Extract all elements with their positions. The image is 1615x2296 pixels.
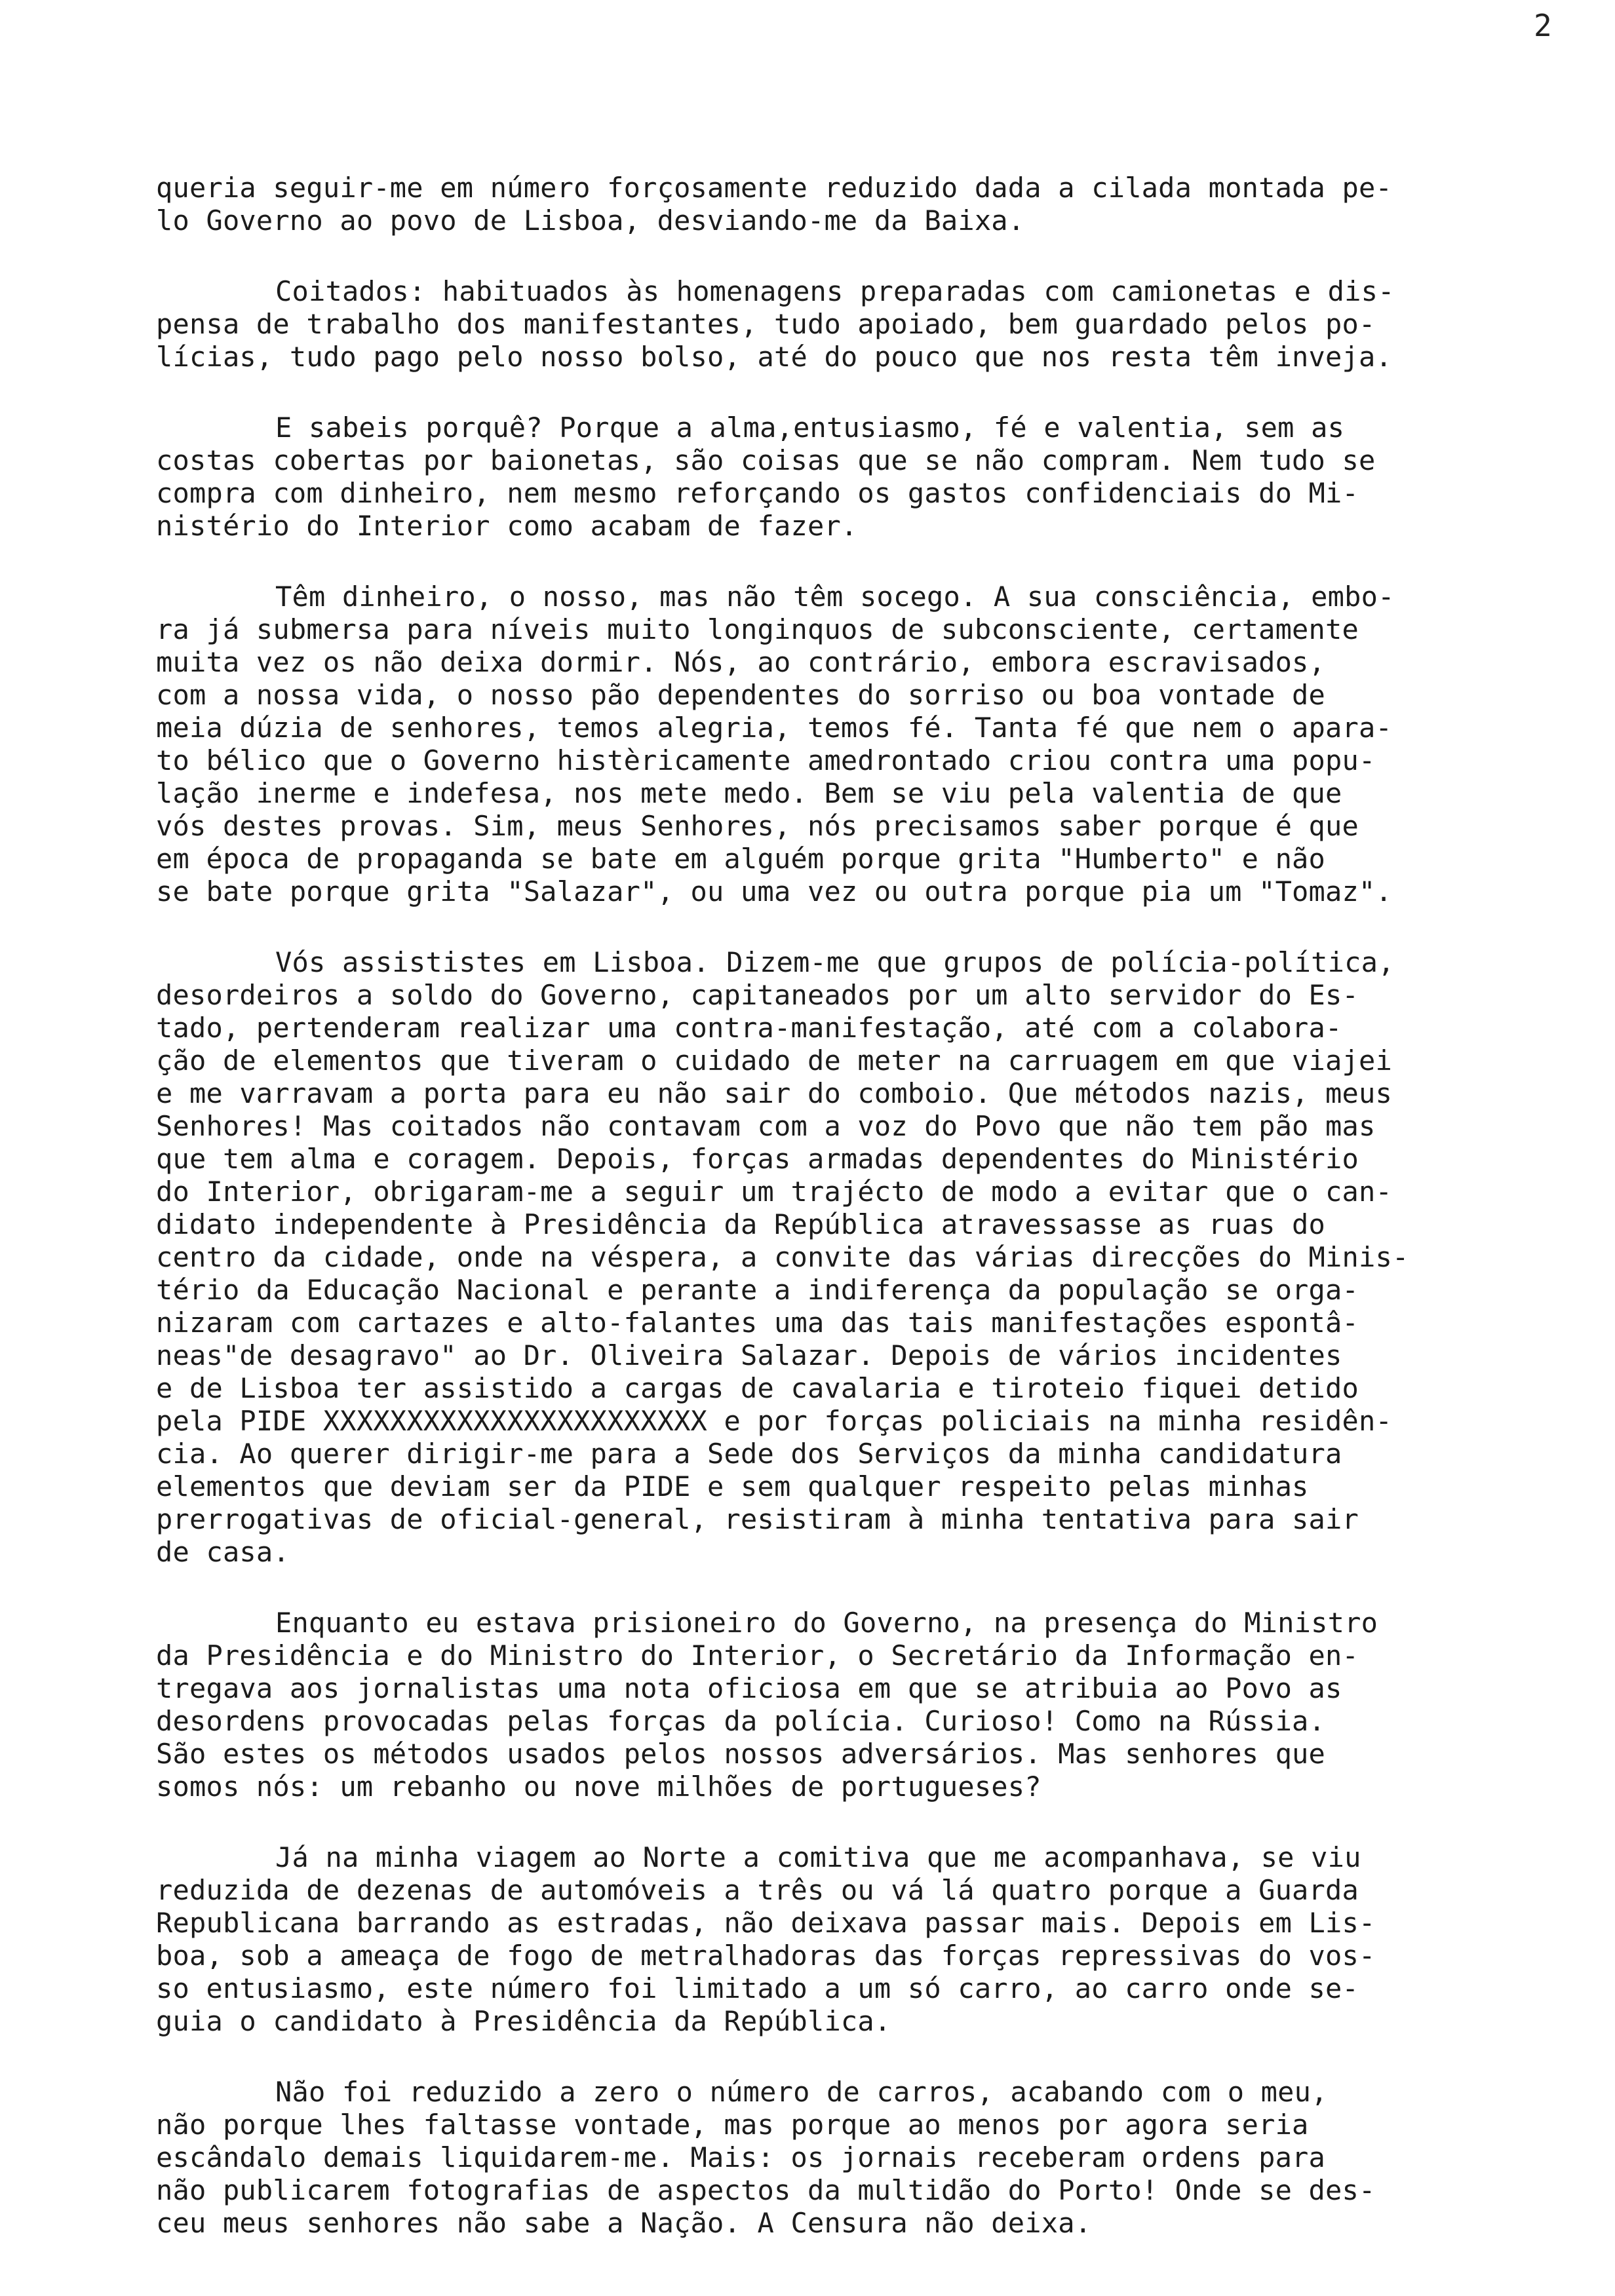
text-line: prerrogativas de oficial-general, resistiram à minha tentativa para sair [156,1503,1359,1535]
text-line: se bate porque grita "Salazar", ou uma vez ou outra porque pia um "Tomaz". [156,875,1392,908]
text-line: com a nossa vida, o nosso pão dependentes do sorriso ou boa vontade de [156,679,1326,711]
text-line: E sabeis porquê? Porque a alma,entusiasmo, fé e valentia, sem as [275,411,1345,444]
text-line: cia. Ao querer dirigir-me para a Sede dos Serviços da minha candidatura [156,1438,1342,1470]
text-line: pela PIDE XXXXXXXXXXXXXXXXXXXXXXX e por forças policiais na minha residên- [156,1405,1392,1437]
text-line: não publicarem fotografias de aspectos da multidão do Porto! Onde se des- [156,2174,1376,2206]
text-line: somos nós: um rebanho ou nove milhões de portugueses? [156,1770,1041,1803]
text-line: lícias, tudo pago pelo nosso bolso, até do pouco que nos resta têm inveja. [156,341,1392,373]
paragraph-4 [156,581,1602,908]
text-line: reduzida de dezenas de automóveis a três ou vá lá quatro porque a Guarda [156,1874,1359,1906]
text-line: lo Governo ao povo de Lisboa, desviando-me da Baixa. [156,204,1025,237]
text-line: tregava aos jornalistas uma nota oficiosa em que se atribuia ao Povo as [156,1672,1342,1704]
text-line: neas"de desagravo" ao Dr. Oliveira Salazar. Depois de vários incidentes [156,1339,1342,1371]
text-line: boa, sob a ameaça de fogo de metralhadoras das forças repressivas do vos- [156,1940,1376,1972]
text-line: desordens provocadas pelas forças da polícia. Curioso! Como na Rússia. [156,1705,1326,1737]
text-line: pensa de trabalho dos manifestantes, tudo apoiado, bem guardado pelos po- [156,308,1376,340]
text-line: não porque lhes faltasse vontade, mas porque ao menos por agora seria [156,2109,1309,2141]
text-line: so entusiasmo, este número foi limitado a um só carro, ao carro onde se- [156,1972,1359,2004]
text-line: e de Lisboa ter assistido a cargas de cavalaria e tiroteio fiquei detido [156,1372,1359,1404]
text-line: que tem alma e coragem. Depois, forças armadas dependentes do Ministério [156,1143,1359,1175]
text-line: Não foi reduzido a zero o número de carros, acabando com o meu, [275,2076,1328,2108]
text-line: em época de propaganda se bate em alguém porque grita "Humberto" e não [156,843,1326,875]
text-line: tado, pertenderam realizar uma contra-manifestação, até com a colabora- [156,1012,1342,1044]
paragraph-3 [156,411,1602,543]
paragraph-2 [156,275,1602,373]
text-line: Têm dinheiro, o nosso, mas não têm socego. A sua consciência, embo- [275,581,1395,613]
text-line: elementos que deviam ser da PIDE e sem qualquer respeito pelas minhas [156,1470,1309,1502]
text-line: escândalo demais liquidarem-me. Mais: os jornais receberam ordens para [156,2141,1326,2173]
text-line: vós destes provas. Sim, meus Senhores, nós precisamos saber porque é que [156,810,1359,842]
page-number: 2 [1534,8,1552,43]
paragraph-6 [156,1607,1602,1803]
text-line: desordeiros a soldo do Governo, capitaneados por um alto servidor do Es- [156,979,1359,1011]
text-line: compra com dinheiro, nem mesmo reforçando os gastos confidenciais do Mi- [156,477,1359,509]
text-line: tério da Educação Nacional e perante a indiferença da população se orga- [156,1274,1359,1306]
text-line: e me varravam a porta para eu não sair do comboio. Que métodos nazis, meus [156,1077,1392,1109]
text-line: centro da cidade, onde na véspera, a convite das várias direcções do Minis- [156,1241,1409,1273]
text-line: ceu meus senhores não sabe a Nação. A Censura não deixa. [156,2207,1092,2239]
text-line: do Interior, obrigaram-me a seguir um trajécto de modo a evitar que o can- [156,1176,1392,1208]
paragraph-8 [156,2076,1602,2240]
paragraph-5 [156,946,1602,1569]
text-line: nizaram com cartazes e alto-falantes uma das tais manifestações espontâ- [156,1307,1359,1339]
text-line: didato independente à Presidência da República atravessasse as ruas do [156,1208,1326,1240]
text-line: lação inerme e indefesa, nos mete medo. Bem se viu pela valentia de que [156,777,1342,809]
letter-body [156,172,1602,2278]
text-line: muita vez os não deixa dormir. Nós, ao contrário, embora escravisados, [156,646,1326,678]
text-line: costas cobertas por baionetas, são coisas que se não compram. Nem tudo se [156,444,1376,476]
text-line: guia o candidato à Presidência da República. [156,2005,891,2037]
text-line: Enquanto eu estava prisioneiro do Governo, na presença do Ministro [275,1607,1378,1639]
text-line: Republicana barrando as estradas, não deixava passar mais. Depois em Lis- [156,1907,1376,1939]
paragraph-7 [156,1841,1602,2038]
text-line: to bélico que o Governo histèricamente amedrontado criou contra uma popu- [156,744,1376,776]
text-line: Senhores! Mas coitados não contavam com a voz do Povo que não tem pão mas [156,1110,1376,1142]
text-line: de casa. [156,1536,290,1568]
text-line: nistério do Interior como acabam de fazer. [156,510,858,542]
text-line: Coitados: habituados às homenagens preparadas com camionetas e dis- [275,275,1395,307]
text-line: meia dúzia de senhores, temos alegria, temos fé. Tanta fé que nem o apara- [156,712,1392,744]
text-line: queria seguir-me em número forçosamente reduzido dada a cilada montada pe- [156,172,1392,204]
text-line: São estes os métodos usados pelos nossos adversários. Mas senhores que [156,1738,1326,1770]
paragraph-1 [156,172,1602,237]
text-line: Já na minha viagem ao Norte a comitiva que me acompanhava, se viu [275,1841,1361,1873]
text-line: da Presidência e do Ministro do Interior, o Secretário da Informação en- [156,1639,1359,1672]
text-line: ção de elementos que tiveram o cuidado de meter na carruagem em que viajei [156,1044,1392,1077]
text-line: Vós assististes em Lisboa. Dizem-me que grupos de polícia-política, [275,946,1395,978]
text-line: ra já submersa para níveis muito longinquos de subconsciente, certamente [156,613,1359,645]
